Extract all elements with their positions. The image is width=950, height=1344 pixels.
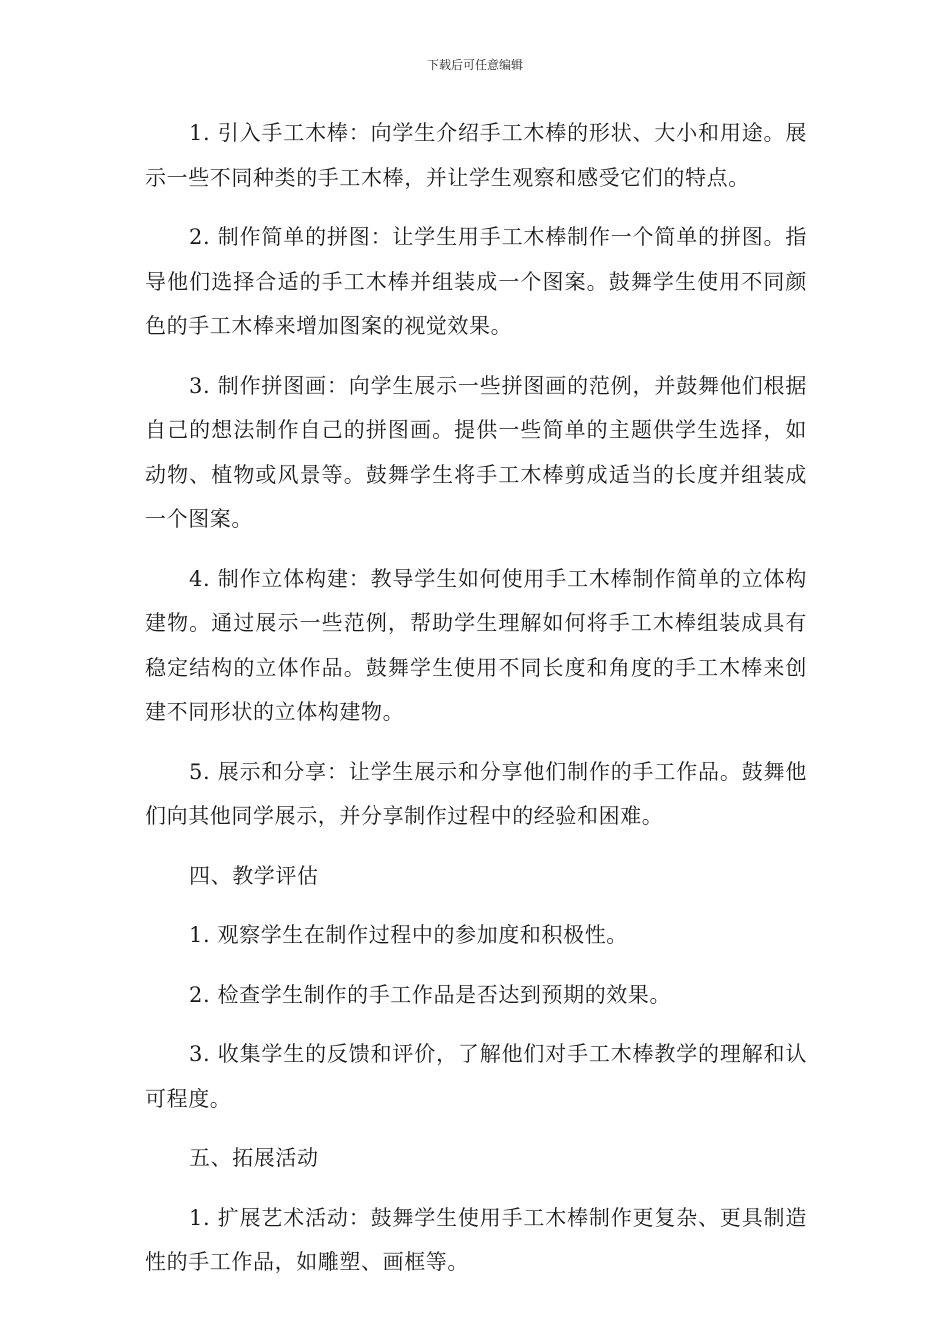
document-body	[145, 111, 807, 1300]
paragraph-eval-3: 3. 收集学生的反馈和评价，了解他们对手工木棒教学的理解和认可程度。	[145, 1042, 807, 1111]
section-heading-evaluation: 四、教学评估	[189, 863, 319, 888]
paragraph-extension-1: 1. 扩展艺术活动：鼓舞学生使用手工木棒制作更复杂、更具制造性的手工作品，如雕塑、画框等。	[145, 1205, 807, 1274]
section-heading-extension: 五、拓展活动	[189, 1146, 319, 1170]
paragraph-eval-2: 2. 检查学生制作的手工作品是否达到预期的效果。	[189, 982, 672, 1007]
paragraph-item-4-3d-construction: 4. 制作立体构建：教导学生如何使用手工木棒制作简单的立体构建物。通过展示一些范例，帮助学生理解如何将手工木棒组装成具有稳定结构的立体作品。鼓舞学生使用不同长度和角度的手工木棒来创建不同形状的立体构建物。	[145, 566, 807, 724]
paragraph-item-3-puzzle-picture: 3. 制作拼图画：向学生展示一些拼图画的范例，并鼓舞他们根据自己的想法制作自己的拼图画。提供一些简单的主题供学生选择，如动物、植物或风景等。鼓舞学生将手工木棒剪成适当的长度并组装成一个图案。	[145, 373, 807, 531]
paragraph-item-1-intro-sticks: 1. 引入手工木棒：向学生介绍手工木棒的形状、大小和用途。展示一些不同种类的手工木棒，并让学生观察和感受它们的特点。	[145, 121, 807, 190]
paragraph-eval-1: 1. 观察学生在制作过程中的参加度和积极性。	[189, 923, 628, 947]
paragraph-item-2-simple-puzzle: 2. 制作简单的拼图：让学生用手工木棒制作一个简单的拼图。指导他们选择合适的手工木棒并组装成一个图案。鼓舞学生使用不同颜色的手工木棒来增加图案的视觉效果。	[145, 225, 807, 338]
page-header: 下载后可任意编辑	[426, 58, 523, 72]
paragraph-item-5-show-share: 5. 展示和分享：让学生展示和分享他们制作的手工作品。鼓舞他们向其他同学展示，并分享制作过程中的经验和困难。	[145, 759, 807, 828]
